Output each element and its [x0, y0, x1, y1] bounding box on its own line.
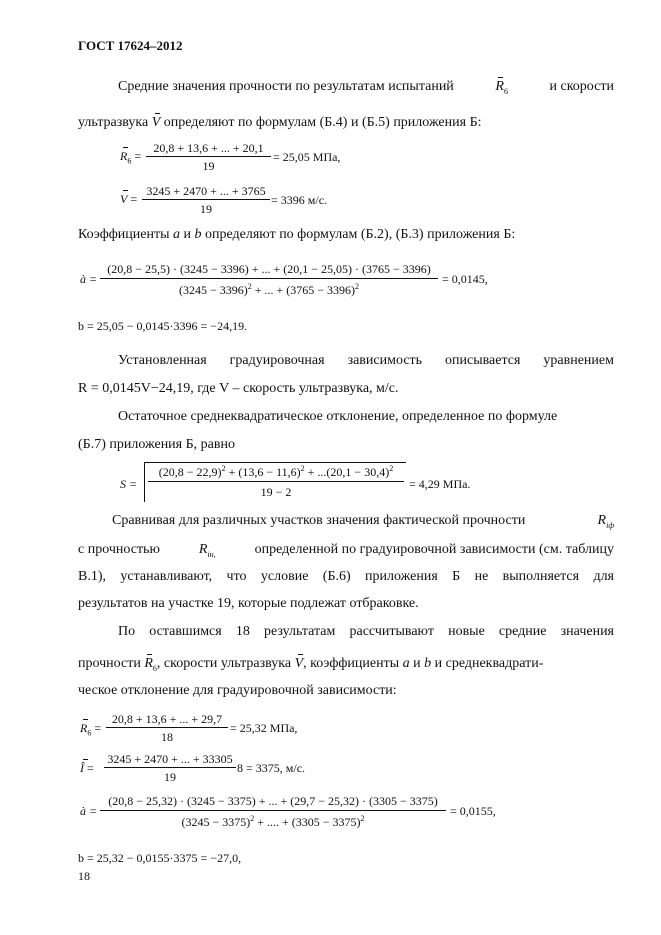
para5-sym-r: $R_{iф}$ — [597, 513, 614, 530]
para6-line3: ческое отклонение для градуировочной зависимости: — [78, 683, 397, 698]
para6-and: и — [413, 656, 421, 671]
para3-word-5: уравнением — [543, 353, 614, 368]
para6-sym-r: $R_6$ — [144, 656, 157, 673]
para3-word-1: Установленная — [118, 353, 207, 368]
para5-line1 — [112, 514, 614, 533]
formula8-numerator: (20,8 − 25,32) · (3245 − 3375) + ... + (29,7 − 25,32) · (3305 − 3375) — [108, 794, 438, 808]
para1-text-a: Средние значения прочности по результатам испытаний — [118, 79, 454, 94]
para2-line — [78, 228, 515, 242]
formula6-denominator: 18 — [161, 730, 173, 744]
para2-text-b: определяют по формулам (Б.2), (Б.3) приложения Б: — [205, 227, 516, 242]
formula2-denominator: 19 — [200, 202, 212, 216]
formula3-denominator: $(3245 - 3396)^2$ + ... + $(3765 - 3396)^2$ — [178, 282, 360, 297]
para1-sym-r: $R_6$ — [495, 79, 508, 96]
para6-sym-b: b — [424, 656, 432, 671]
para4-line1: Остаточное среднеквадратическое отклонение, определенное по формуле — [118, 409, 558, 424]
para5-text-c: определенной по градуировочной зависимости (см. таблицу — [254, 542, 614, 557]
para4-line2: (Б.7) приложения Б, равно — [78, 437, 235, 452]
formula7-numerator: 3245 + 2470 + ... + 33305 — [107, 752, 233, 766]
formula8-denominator: $(3245 - 3375)^2$ + .... + $(3305 - 3375)^2$ — [181, 814, 365, 829]
page-number: 18 — [78, 869, 90, 883]
para1-line1 — [118, 80, 614, 99]
para3-word-2: градуировочная — [229, 353, 325, 368]
formula5-lhs: S = — [120, 477, 138, 491]
formula3-result: = 0,0145, — [442, 272, 488, 286]
para5-line3: В.1), устанавливают, что условие (Б.6) приложения Б не выполняется для — [78, 569, 614, 584]
para2-sym-a: a — [173, 227, 181, 242]
para1-text-b: и скорости — [549, 79, 614, 94]
para3-word-3: зависимость — [347, 353, 423, 368]
para1-text-d: определяют по формулам (Б.4) и (Б.5) приложения Б: — [163, 115, 482, 130]
formula6-lhs: $R_6$ = — [80, 721, 102, 738]
para5-sym-r2: $R_{iн,}$ — [198, 542, 216, 559]
para6-sym-a: a — [402, 656, 410, 671]
para6-text-b: , скорости ультразвука — [156, 656, 292, 671]
para2-text-a: Коэффициенты — [78, 227, 170, 242]
formula7-bar — [104, 767, 236, 768]
para6-line2 — [78, 657, 543, 676]
formula4: b = 25,05 − 0,0145·3396 = −24,19. — [78, 319, 248, 333]
formula8-lhs: à = — [80, 804, 98, 818]
formula5-sqrt-sign — [144, 462, 145, 502]
para6-text-d: и среднеквадрати- — [434, 656, 544, 671]
formula7-lhs: Î = — [80, 761, 94, 775]
formula1-numerator: 20,8 + 13,6 + ... + 20,1 — [153, 141, 264, 155]
para2-sym-b: b — [194, 227, 202, 242]
formula8-bar — [100, 810, 446, 811]
para5-line2 — [78, 543, 614, 562]
formula2-numerator: 3245 + 2470 + ... + 3765 — [146, 184, 266, 198]
formula8-result: = 0,0155, — [450, 804, 496, 818]
para6-text-a: прочности — [78, 656, 141, 671]
formula5-result: = 4,29 МПа. — [409, 477, 471, 491]
formula3-bar — [100, 278, 438, 279]
para5-text-a: Сравнивая для различных участков значения фактической прочности — [112, 513, 526, 528]
formula2-lhs: V = — [120, 192, 138, 206]
para3-line1 — [118, 354, 614, 368]
document-header: ГОСТ 17624–2012 — [78, 38, 183, 53]
formula1-denominator: 19 — [202, 159, 215, 173]
para3-line2: R = 0,0145V−24,19, где V – скорость ультразвука, м/с. — [78, 381, 399, 396]
formula1-lhs: $R_6$ = — [120, 149, 142, 166]
formula7-denominator: 19 — [164, 770, 176, 784]
formula5-denominator: 19 − 2 — [260, 485, 292, 499]
formula5-numerator: $(20,8 - 22,9)^2 + (13,6 - 11,6)^2 + ...(20,1 - 30,4)^2$ — [158, 464, 394, 479]
formula5-bar — [148, 481, 404, 482]
para5-text-b: с прочностью — [78, 542, 160, 557]
formula9: b = 25,32 − 0,0155·3375 = −27,0, — [78, 851, 242, 865]
formula1-bar — [146, 156, 271, 157]
formula7-result: 8 = 3375, м/с. — [237, 761, 306, 775]
para6-text-c: , коэффициенты — [303, 656, 400, 671]
formula6-bar — [106, 727, 228, 728]
para6-line1: По оставшимся 18 результатам рассчитывают новые средние значения — [118, 624, 614, 639]
para1-line2 — [78, 116, 482, 130]
formula6-numerator: 20,8 + 13,6 + ... + 29,7 — [111, 712, 223, 726]
para2-and: и — [183, 227, 192, 242]
formula1-result: = 25,05 МПа, — [273, 150, 341, 164]
formula6-result: = 25,32 МПа, — [230, 721, 298, 735]
formula3-lhs: à = — [80, 272, 98, 286]
para1-text-c: ультразвука — [78, 115, 149, 130]
formula3-numerator: (20,8 − 25,5) · (3245 − 3396) + ... + (20,1 − 25,05) · (3765 − 3396) — [107, 262, 431, 276]
formula2-bar — [142, 199, 270, 200]
para6-sym-v: V — [294, 656, 304, 671]
para1-sym-v: V — [151, 115, 161, 130]
para3-word-4: описывается — [445, 353, 521, 368]
formula2-result: = 3396 м/с. — [271, 193, 328, 207]
para5-line4: результатов на участке 19, которые подлежат отбраковке. — [78, 596, 419, 611]
formula5-sqrt-top — [144, 462, 406, 463]
